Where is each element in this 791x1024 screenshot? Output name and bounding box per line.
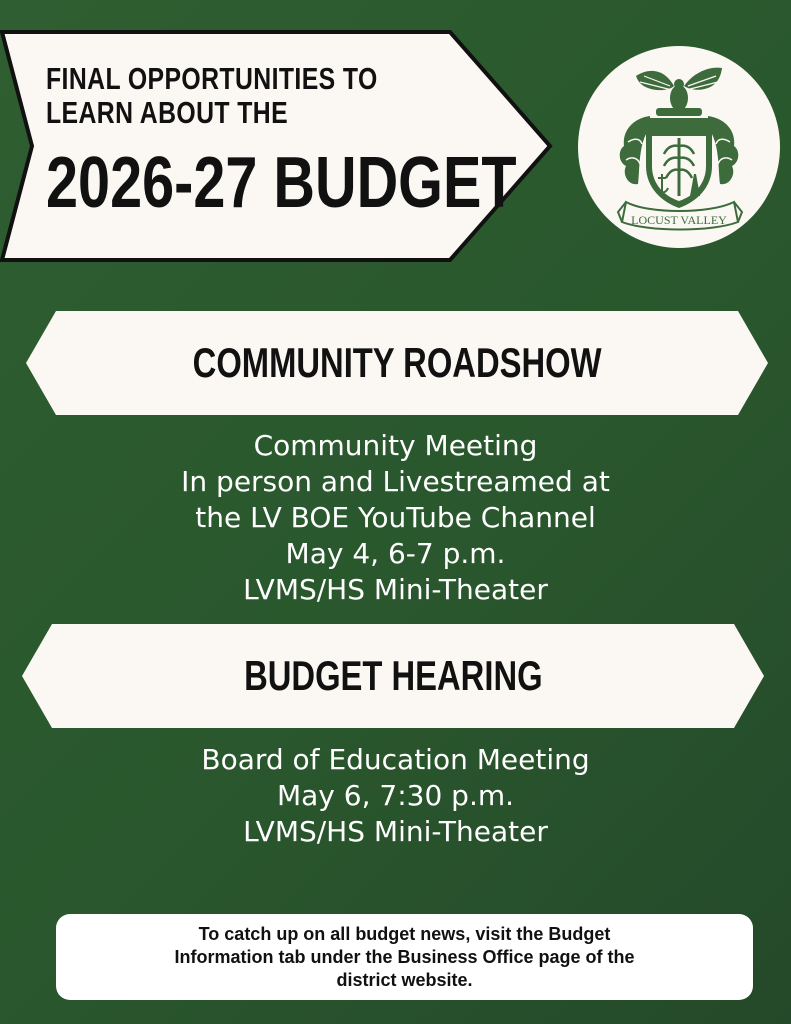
- footer-line: To catch up on all budget news, visit the Budget: [198, 923, 611, 944]
- section-banner-roadshow: [26, 311, 768, 415]
- hearing-detail-line: Board of Education Meeting: [201, 743, 590, 776]
- footer-line: district website.: [336, 969, 473, 990]
- hearing-detail-line: LVMS/HS Mini-Theater: [243, 815, 548, 848]
- roadshow-detail-line: Community Meeting: [253, 429, 538, 462]
- crest-ribbon-text: LOCUST VALLEY: [631, 213, 727, 227]
- section-title-hearing: BUDGET HEARING: [243, 652, 543, 699]
- roadshow-detail-line: LVMS/HS Mini-Theater: [243, 573, 548, 606]
- crest-badge: [578, 46, 780, 248]
- headline: 2026-27 BUDGET: [46, 143, 517, 223]
- title-banner: [0, 26, 556, 266]
- roadshow-details: [0, 428, 791, 608]
- footer-note: [56, 914, 753, 1000]
- hearing-details: [0, 742, 791, 850]
- roadshow-detail-line: In person and Livestreamed at: [181, 465, 610, 498]
- title-line-1: FINAL OPPORTUNITIES TO: [46, 61, 378, 96]
- section-title-roadshow: COMMUNITY ROADSHOW: [192, 339, 602, 386]
- hearing-detail-line: May 6, 7:30 p.m.: [276, 779, 515, 812]
- roadshow-detail-line: the LV BOE YouTube Channel: [195, 501, 596, 534]
- section-banner-hearing: [22, 624, 764, 728]
- locust-valley-crest-icon: [578, 46, 780, 248]
- roadshow-detail-line: May 4, 6-7 p.m.: [285, 537, 506, 570]
- footer-line: Information tab under the Business Office page of the: [174, 946, 635, 967]
- title-line-2: LEARN ABOUT THE: [46, 95, 289, 130]
